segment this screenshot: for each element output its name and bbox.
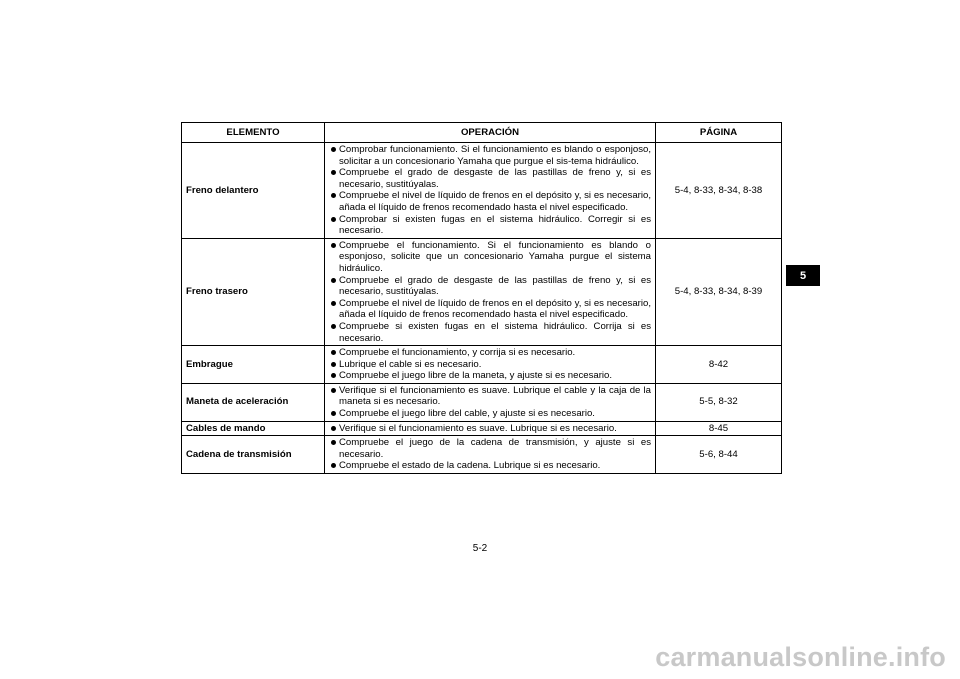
chapter-tab: 5 [786,265,820,286]
header-operation: OPERACIÓN [325,123,656,143]
table-row [182,421,782,436]
operation-text: Compruebe el juego libre de la maneta, y ajuste si es necesario. [339,370,613,382]
operation-item [330,370,651,382]
bullet-icon [331,440,336,445]
operation-text: Compruebe el nivel de líquido de frenos en el depósito y, si es necesario, añada el líquido de frenos recomendado hasta el nivel especificado. [339,190,651,213]
table-row [182,143,782,239]
bullet-icon [331,426,336,431]
row-item: Freno delantero [182,143,325,239]
operation-item [330,347,651,359]
operation-item [330,408,651,420]
operation-text: Compruebe si existen fugas en el sistema hidráulico. Corrija si es necesario. [339,320,651,344]
operation-text: Compruebe el nivel de líquido de frenos en el depósito y, si es necesario, añada el líquido de frenos recomendado hasta el nivel especificado. [339,297,651,321]
row-operations [325,421,656,436]
bullet-icon [331,301,336,306]
bullet-icon [331,147,336,152]
bullet-icon [331,463,336,468]
operation-item [330,298,651,321]
operation-item [330,359,651,371]
bullet-icon [331,350,336,355]
bullet-icon [331,388,336,393]
table-row [182,436,782,474]
operation-text: Compruebe el juego libre del cable, y ajuste si es necesario. [339,408,595,420]
operation-text: Verifique si el funcionamiento es suave. Lubrique el cable y la caja de la maneta si es necesario. [339,384,651,408]
row-item: Maneta de aceleración [182,383,325,421]
operation-item [330,460,651,472]
operation-item [330,321,651,344]
maintenance-table [181,122,782,474]
operation-item [330,437,651,460]
watermark: carmanualsonline.info [655,642,946,672]
bullet-icon [331,324,336,329]
operation-item [330,144,651,167]
operation-text: Comprobar funcionamiento. Si el funcionamiento es blando o esponjoso, solicitar a un concesionario Yamaha que purgue el sis-tema hidráulico. [339,144,651,167]
row-page: 5-4, 8-33, 8-34, 8-39 [656,238,782,345]
operation-item [330,167,651,190]
operation-item [330,275,651,298]
row-operations [325,238,656,345]
bullet-icon [331,193,336,198]
operation-item [330,214,651,237]
row-operations [325,346,656,384]
bullet-icon [331,243,336,248]
operation-item [330,240,651,275]
page-number: 5-2 [472,543,488,554]
row-item: Cables de mando [182,421,325,436]
row-page: 5-6, 8-44 [656,436,782,474]
operation-item [330,190,651,213]
table-row [182,238,782,345]
operation-text: Verifique si el funcionamiento es suave. Lubrique si es necesario. [339,422,617,434]
operation-text: Compruebe el estado de la cadena. Lubrique si es necesario. [339,460,601,472]
operation-text: Compruebe el grado de desgaste de las pastillas de freno y, si es necesario, sustitúyalas. [339,167,651,190]
bullet-icon [331,411,336,416]
row-item: Cadena de transmisión [182,436,325,474]
table-row [182,346,782,384]
row-operations [325,383,656,421]
bullet-icon [331,217,336,222]
header-page: PÁGINA [656,123,782,143]
table-header-row [182,123,782,143]
bullet-icon [331,278,336,283]
row-operations [325,436,656,474]
operation-text: Compruebe el funcionamiento, y corrija si es necesario. [339,347,576,359]
operation-text: Compruebe el grado de desgaste de las pastillas de freno y, si es necesario, sustitúyalas. [339,274,651,298]
row-page: 8-42 [656,346,782,384]
row-item: Freno trasero [182,238,325,345]
bullet-icon [331,170,336,175]
operation-item [330,423,651,435]
table-body [182,143,782,474]
bullet-icon [331,362,336,367]
row-page: 8-45 [656,421,782,436]
row-item: Embrague [182,346,325,384]
table-row [182,383,782,421]
header-item: ELEMENTO [182,123,325,143]
row-page: 5-5, 8-32 [656,383,782,421]
bullet-icon [331,373,336,378]
row-page: 5-4, 8-33, 8-34, 8-38 [656,143,782,239]
operation-text: Compruebe el funcionamiento. Si el funcionamiento es blando o esponjoso, solicite que un concesionario Yamaha purgue el sistema hidráulico. [339,239,651,274]
operation-text: Lubrique el cable si es necesario. [339,358,482,370]
operation-text: Comprobar si existen fugas en el sistema hidráulico. Corregir si es necesario. [339,213,651,237]
operation-text: Compruebe el juego de la cadena de transmisión, y ajuste si es necesario. [339,437,651,460]
operation-item [330,385,651,408]
row-operations [325,143,656,239]
